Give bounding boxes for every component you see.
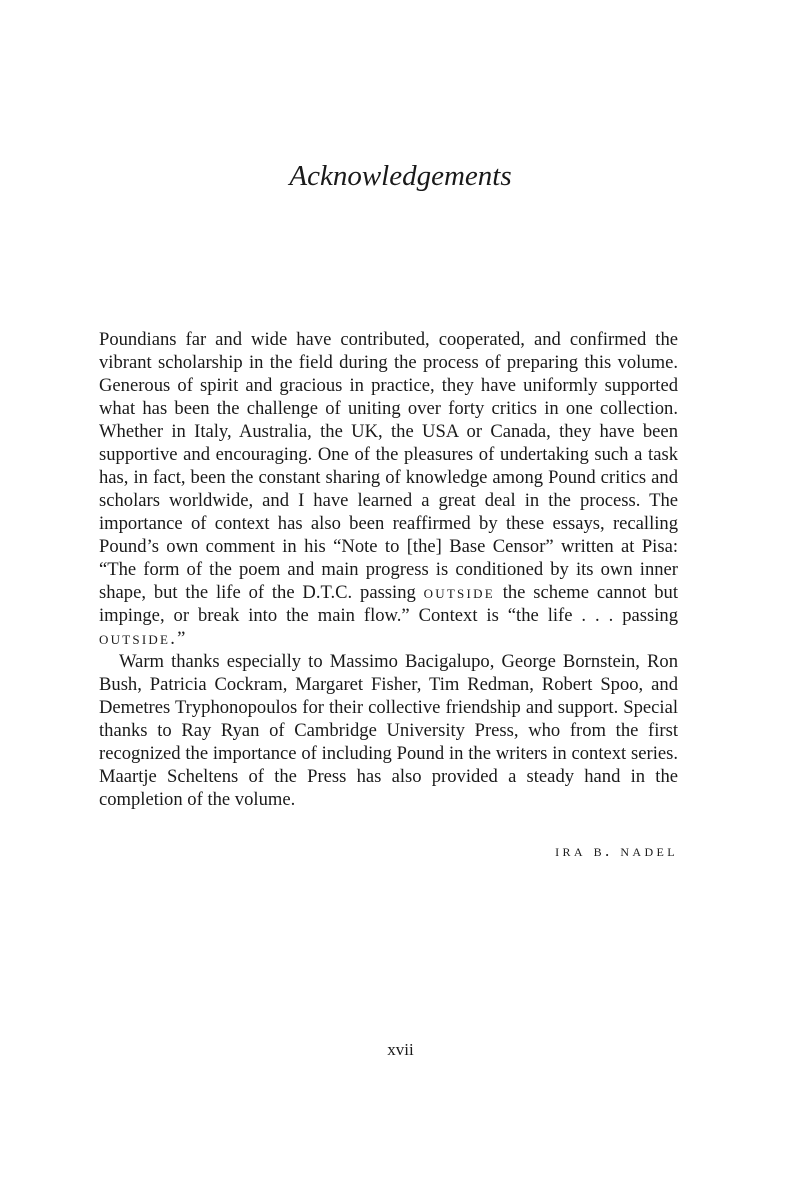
- page-number: xvii: [387, 1040, 414, 1059]
- paragraph-1-text-a: Poundians far and wide have contributed, cooperated, and confirmed the vibrant scholarship in the field during the process of preparing this volume. Generous of spirit and gracious in practice, they have uniformly supported what has been the challenge of uniting over forty critics in one collection. Whether in Italy, Australia, the UK, the USA or Canada, they have been supportive and encouraging. One of the pleasures of undertaking such a task has, in fact, been the constant sharing of knowledge among Pound critics and scholars worldwide, and I have learned a great deal in the process. The importance of context has also been reaffirmed by these essays, recalling Pound’s own comment in his “Note to [the] Base Censor” written at Pisa: “The form of the poem and main progress is conditioned by its own inner shape, but the life of the D.T.C. passing: [99, 329, 678, 603]
- paragraph-1-text-b: the scheme cannot but impinge, or break into the main flow.” Context is “the life . . . passing: [99, 582, 678, 626]
- paragraph-2: Warm thanks especially to Massimo Bacigalupo, George Bornstein, Ron Bush, Patricia Cockram, Margaret Fisher, Tim Redman, Robert Spoo, and Demetres Tryphonopoulos for their collective friendship and support. Special thanks to Ray Ryan of Cambridge University Press, who from the first recognized the importance of including Pound in the writers in context series. Maartje Scheltens of the Press has also provided a steady hand in the completion of the volume.: [99, 651, 678, 810]
- smallcaps-outside-1: outside: [423, 582, 495, 603]
- paragraph-1: [99, 328, 678, 650]
- body-text: [99, 328, 678, 811]
- smallcaps-outside-2: outside.: [99, 628, 178, 649]
- page-title: Acknowledgements: [289, 160, 512, 192]
- author-signature: ira b. nadel: [555, 841, 678, 860]
- paragraph-1-text-c: ”: [177, 628, 186, 649]
